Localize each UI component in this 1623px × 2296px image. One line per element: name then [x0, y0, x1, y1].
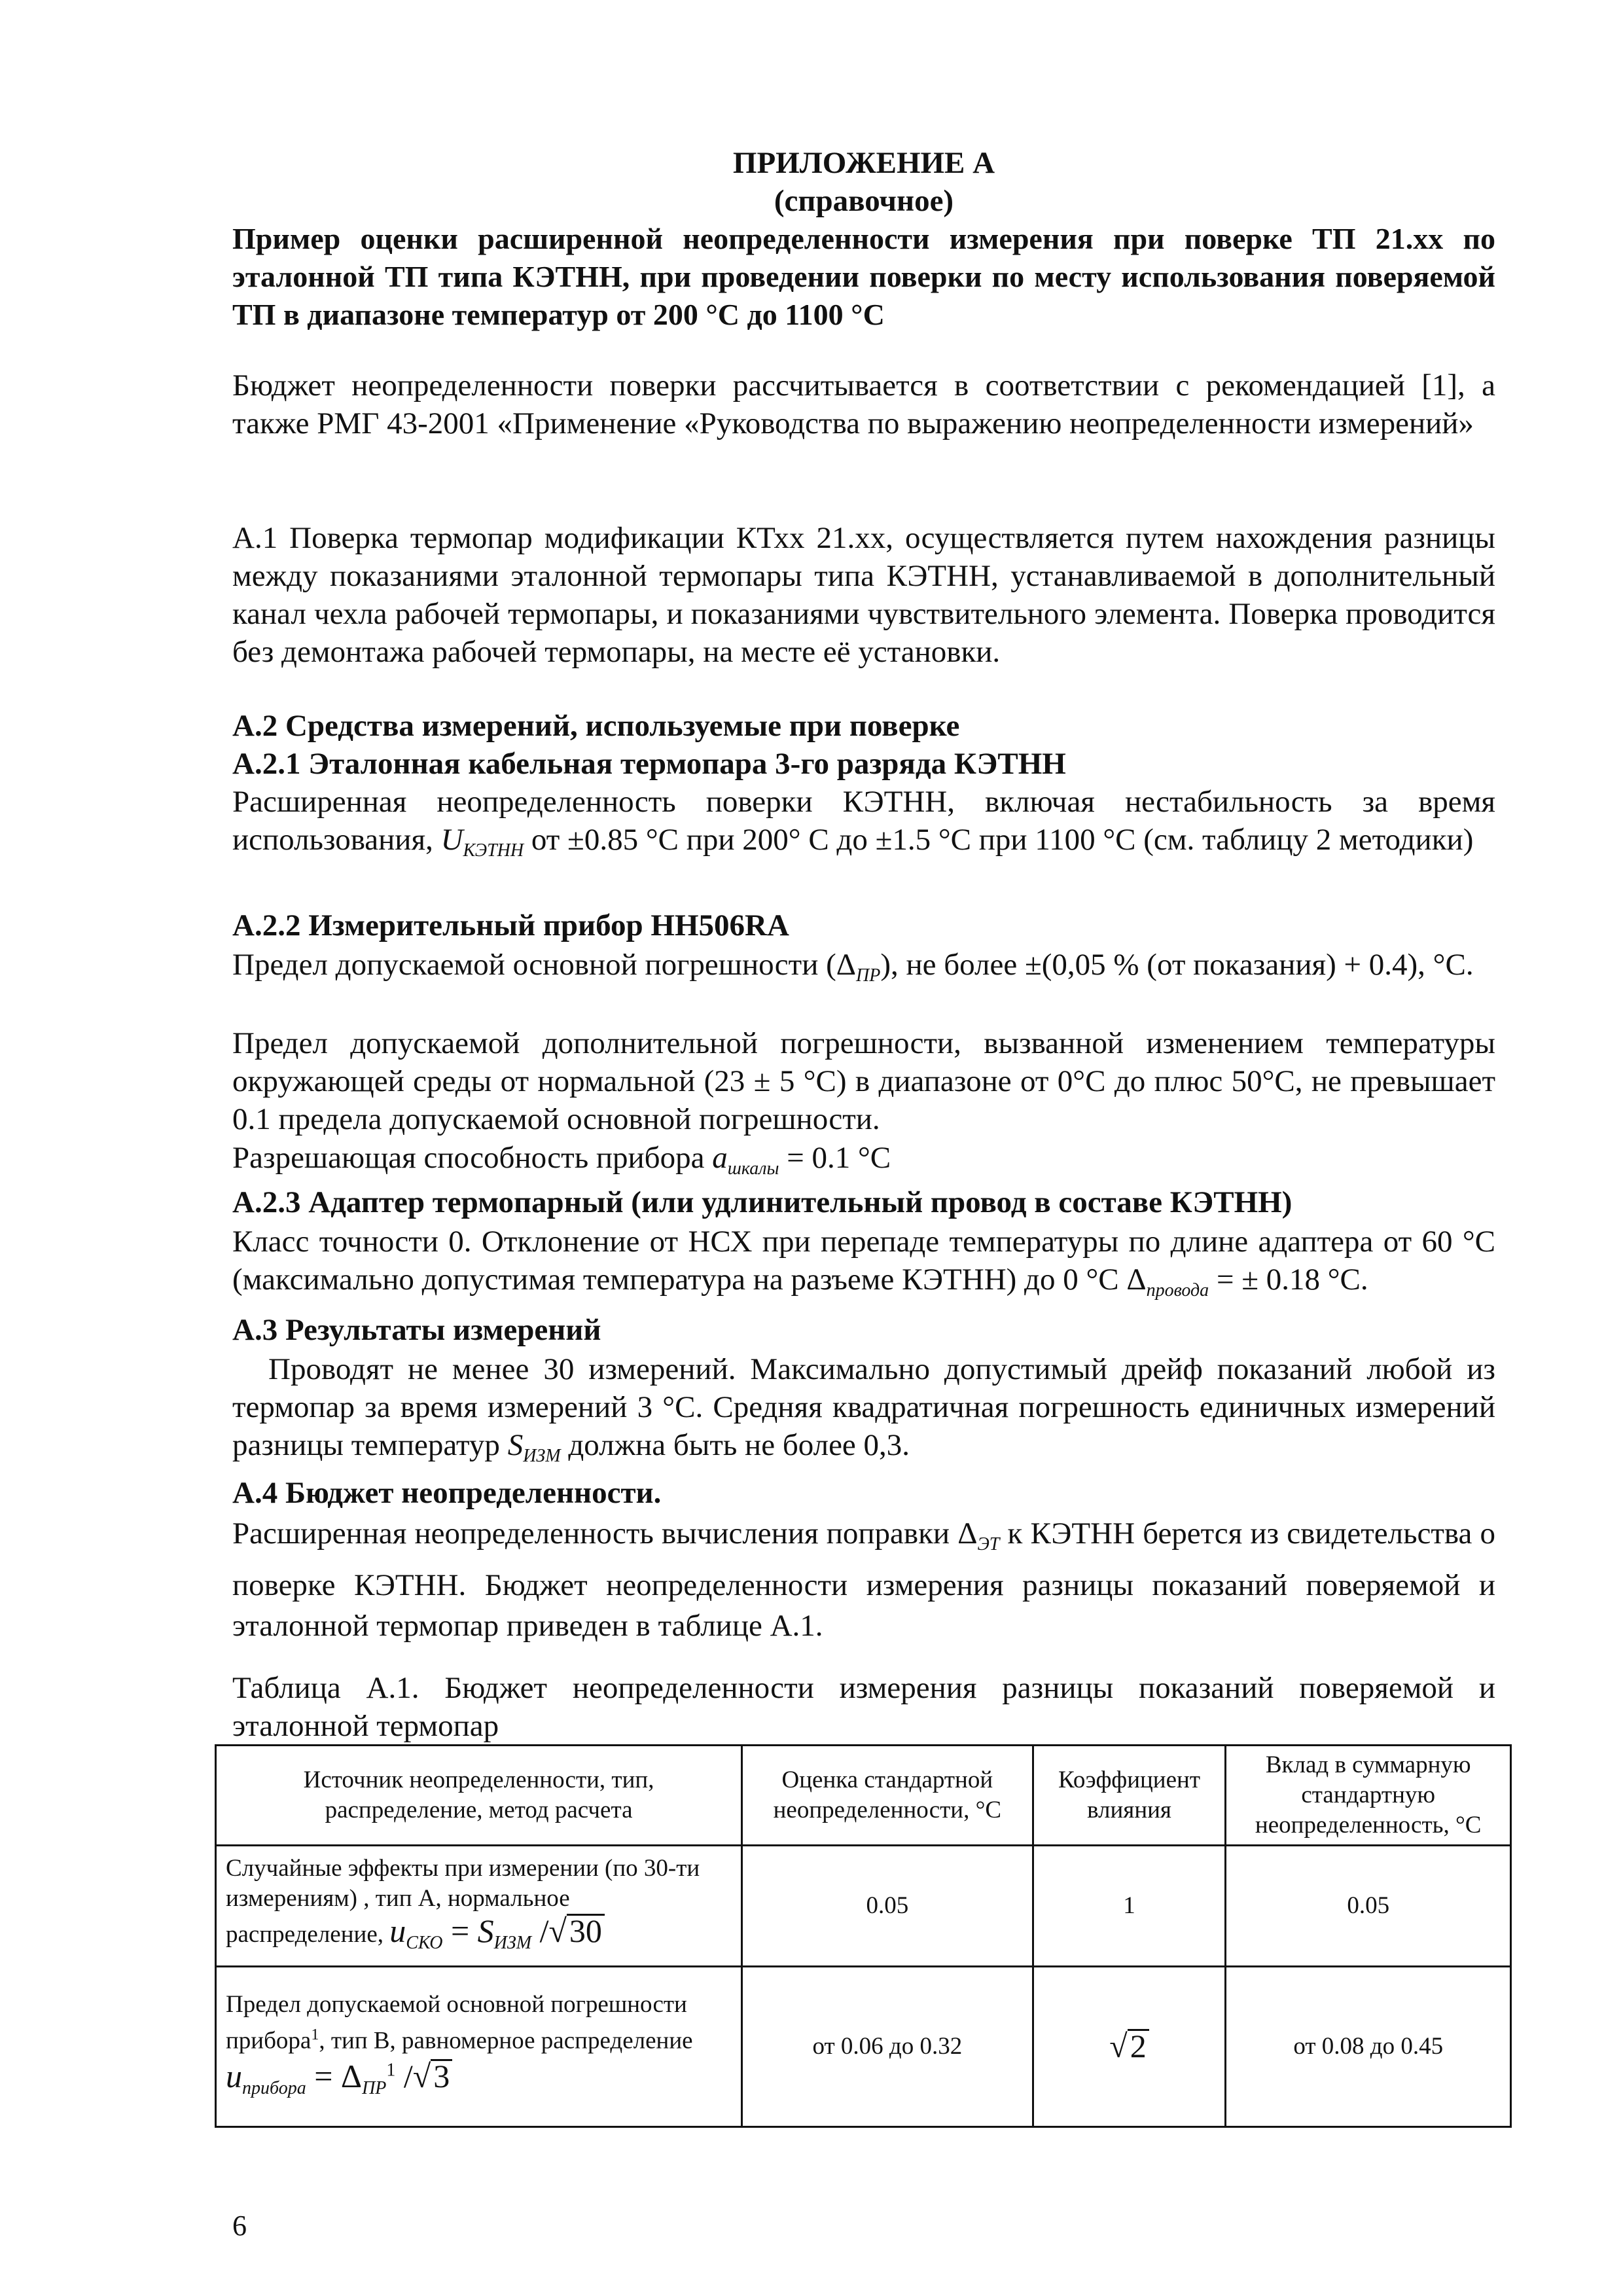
table-row — [216, 1967, 1511, 2127]
section-a22-text3 — [232, 1139, 1495, 1188]
a4-text-part1: Расширенная неопределенность вычисления поправки — [232, 1516, 950, 1551]
sqrt-sign: √ — [412, 2058, 431, 2095]
a22-text1-part1: Предел допускаемой основной погрешности ( — [232, 948, 836, 982]
row1-source-text: Случайные эффекты при измерении (по 30-ти измерениям) , тип А, нормальное распределение, — [226, 1855, 700, 1948]
a23-text-part1: Класс точности 0. Отклонение от НСХ при перепаде температуры по длине адаптера от 60 °С (максимально допустимая температура на разъеме КЭТНН) до 0 °С — [232, 1225, 1495, 1297]
a3-text-part1: Проводят не менее 30 измерений. Максимально допустимый дрейф показаний любой из термопар за время измерений 3 °С. Средняя квадратичная погрешность единичных измерений разницы температур — [232, 1352, 1495, 1462]
row1-formula — [389, 1912, 605, 1953]
section-a23-heading: А.2.3 Адаптер термопарный (или удлинительный провод в составе КЭТНН) — [232, 1185, 1293, 1219]
formula-divide: / — [403, 2058, 413, 2095]
a23-text-part2: = ± 0.18 °С. — [1216, 1263, 1368, 1297]
row2-footnote-mark: 1 — [311, 2026, 319, 2043]
row1-coefficient: 1 — [1033, 1846, 1226, 1967]
symbol-s-subscript: ИЗМ — [523, 1446, 561, 1466]
symbol-u: U — [440, 823, 463, 857]
section-a3-heading: А.3 Результаты измерений — [232, 1313, 601, 1347]
section-a4-text — [232, 1513, 1495, 1646]
table-caption: Таблица А.1. Бюджет неопределенности измерения разницы показаний поверяемой и эталонной термопар — [232, 1671, 1495, 1743]
appendix-subtitle: (справочное) — [774, 184, 954, 218]
symbol-a-subscript: шкалы — [727, 1158, 779, 1179]
formula-delta: Δ — [340, 2058, 363, 2095]
a22-text3-part2: = 0.1 °С — [787, 1141, 891, 1175]
delta-provoda-subscript: провода — [1146, 1280, 1209, 1300]
row1-source — [216, 1846, 742, 1967]
row1-contribution: 0.05 — [1226, 1846, 1511, 1967]
section-a3-text — [232, 1350, 1495, 1475]
formula-delta-sub: ПР — [362, 2078, 387, 2099]
formula-u: u — [226, 2058, 242, 2095]
delta-symbol-provoda: Δ — [1126, 1263, 1147, 1297]
row2-formula — [226, 2058, 452, 2099]
header-source: Источник неопределенности, тип, распределение, метод расчета — [216, 1746, 742, 1846]
a21-text-part1: Расширенная неопределенность поверки КЭТНН, включая нестабильность за время использования, — [232, 785, 1495, 857]
formula-sqrt-30: 30 — [567, 1914, 605, 1946]
section-a4-heading: А.4 Бюджет неопределенности. — [232, 1476, 662, 1510]
sqrt-sign: √ — [1109, 2027, 1128, 2064]
row1-estimate: 0.05 — [742, 1846, 1033, 1967]
section-a22-text1 — [232, 946, 1495, 995]
formula-u: u — [389, 1912, 406, 1949]
section-a21-text — [232, 783, 1495, 870]
delta-et-subscript: ЭТ — [977, 1534, 1000, 1554]
sqrt-sign: √ — [548, 1912, 567, 1949]
section-a22-text2: Предел допускаемой дополнительной погрешности, вызванной изменением температуры окружающей среды от нормальной (23 ± 5 °С) в диапазоне от 0°С до плюс 50°С, не превышает 0.1 предела допускаемой основной погрешности. — [232, 1026, 1495, 1136]
page-number: 6 — [232, 2210, 247, 2242]
section-a22-heading: А.2.2 Измерительный прибор НН506RA — [232, 908, 789, 942]
header-estimate: Оценка стандартной неопределенности, °С — [742, 1746, 1033, 1846]
appendix-title: ПРИЛОЖЕНИЕ А — [732, 146, 995, 180]
formula-equals: = — [450, 1912, 470, 1949]
header-contribution: Вклад в суммарную стандартную неопределенность, °С — [1226, 1746, 1511, 1846]
a22-text3-part1: Разрешающая способность прибора — [232, 1141, 705, 1175]
row2-coefficient — [1033, 1967, 1226, 2127]
coefficient-sqrt-2: 2 — [1128, 2029, 1149, 2061]
table-header-row — [216, 1746, 1511, 1846]
formula-delta-sup: 1 — [386, 2060, 396, 2081]
header-coefficient: Коэффициент влияния — [1033, 1746, 1226, 1846]
formula-s-sub: ИЗМ — [493, 1933, 532, 1953]
appendix-heading: Пример оценки расширенной неопределенности измерения при поверке ТП 21.хх по эталонной ТП типа КЭТНН, при проведении поверки по месту использования поверяемой ТП в диапазоне температур от 200 °С до 1100 °С — [232, 222, 1495, 331]
a3-text-part2: должна быть не более 0,3. — [568, 1428, 910, 1462]
row2-contribution: от 0.08 до 0.45 — [1226, 1967, 1511, 2127]
symbol-u-ketnn — [440, 823, 524, 861]
delta-symbol: Δ — [836, 948, 856, 982]
section-a1: А.1 Поверка термопар модификации КТхх 21.хх, осуществляется путем нахождения разницы между показаниями эталонной термопары типа КЭТНН, устанавливаемой в дополнительный канал чехла рабочей термопары, и показаниями чувствительного элемента. Поверка проводится без демонтажа рабочей термопары, на месте её установки. — [232, 521, 1495, 669]
intro-paragraph: Бюджет неопределенности поверки рассчитывается в соответствии с рекомендацией [1], а также РМГ 43-2001 «Применение «Руководства по выражению неопределенности измерений» — [232, 368, 1495, 440]
section-a2-heading: А.2 Средства измерений, используемые при поверке — [232, 709, 960, 743]
section-a21-heading: А.2.1 Эталонная кабельная термопара 3-го разряда КЭТНН — [232, 747, 1066, 781]
table-row — [216, 1846, 1511, 1967]
formula-u-sub: СКО — [406, 1933, 443, 1953]
formula-equals: = — [314, 2058, 333, 2095]
formula-divide: / — [539, 1912, 549, 1949]
symbol-u-subscript: КЭТНН — [463, 840, 524, 861]
section-a23-text — [232, 1223, 1495, 1310]
a4-text-part2: к КЭТНН берется из свидетельства о поверке КЭТНН. Бюджет неопределенности измерения разницы показаний поверяемой и эталонной термопар приведен в таблице А.1. — [232, 1516, 1495, 1643]
formula-sqrt-3: 3 — [431, 2059, 452, 2091]
row2-source — [216, 1967, 742, 2127]
formula-s: S — [477, 1912, 494, 1949]
row2-source-text: Предел допускаемой основной погрешности прибора — [226, 1990, 687, 2054]
delta-pr-subscript: ПР — [856, 965, 881, 986]
uncertainty-budget-table — [215, 1744, 1512, 2128]
row2-estimate: от 0.06 до 0.32 — [742, 1967, 1033, 2127]
symbol-a: a — [712, 1141, 728, 1175]
a22-text1-part2: ), не более ±(0,05 % (от показания) + 0.4), °С. — [880, 948, 1474, 982]
formula-u-sub: прибора — [242, 2078, 306, 2099]
delta-symbol-et: Δ — [957, 1516, 978, 1551]
a21-text-part2: от ±0.85 °С при 200° С до ±1.5 °С при 1100 °С (см. таблицу 2 методики) — [531, 823, 1474, 857]
symbol-s: S — [507, 1428, 524, 1462]
row2-source-text2: , тип В, равномерное распределение — [319, 2026, 693, 2054]
